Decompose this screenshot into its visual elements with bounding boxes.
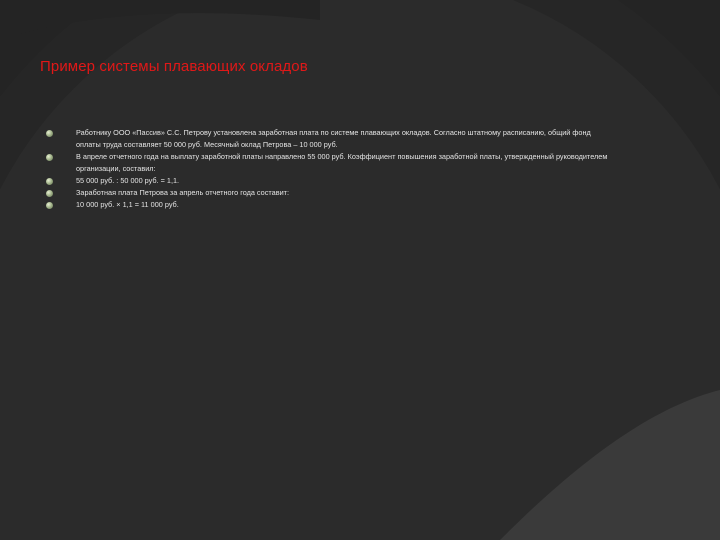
bullet-item: [46, 151, 616, 175]
round-bullet-icon: [46, 202, 53, 209]
bullet-text: Работнику ООО «Пассив» С.С. Петрову установлена заработная плата по системе плавающих окладов. Согласно штатному расписанию, общий фонд оплаты труда составляет 50 000 руб. Месячный оклад Петрова – 10 000 руб.: [76, 128, 591, 149]
bullet-item: [46, 127, 616, 151]
bullet-list: [46, 127, 616, 211]
round-bullet-icon: [46, 130, 53, 137]
bullet-text: В апреле отчетного года на выплату заработной платы направлено 55 000 руб. Коэффициент повышения заработной платы, утвержденный руководителем организации, составил:: [76, 152, 608, 173]
round-bullet-icon: [46, 178, 53, 185]
bullet-item: [46, 199, 616, 211]
round-bullet-icon: [46, 154, 53, 161]
bullet-item: [46, 175, 616, 187]
bullet-text: 55 000 руб. : 50 000 руб. = 1,1.: [76, 176, 180, 185]
lower-right-arc: [500, 390, 720, 540]
bullet-text: Заработная плата Петрова за апрель отчетного года составит:: [76, 188, 290, 197]
bullet-item: [46, 187, 616, 199]
round-bullet-icon: [46, 190, 53, 197]
slide-title: Пример системы плавающих окладов: [40, 58, 308, 75]
bullet-text: 10 000 руб. × 1,1 = 11 000 руб.: [76, 200, 179, 209]
